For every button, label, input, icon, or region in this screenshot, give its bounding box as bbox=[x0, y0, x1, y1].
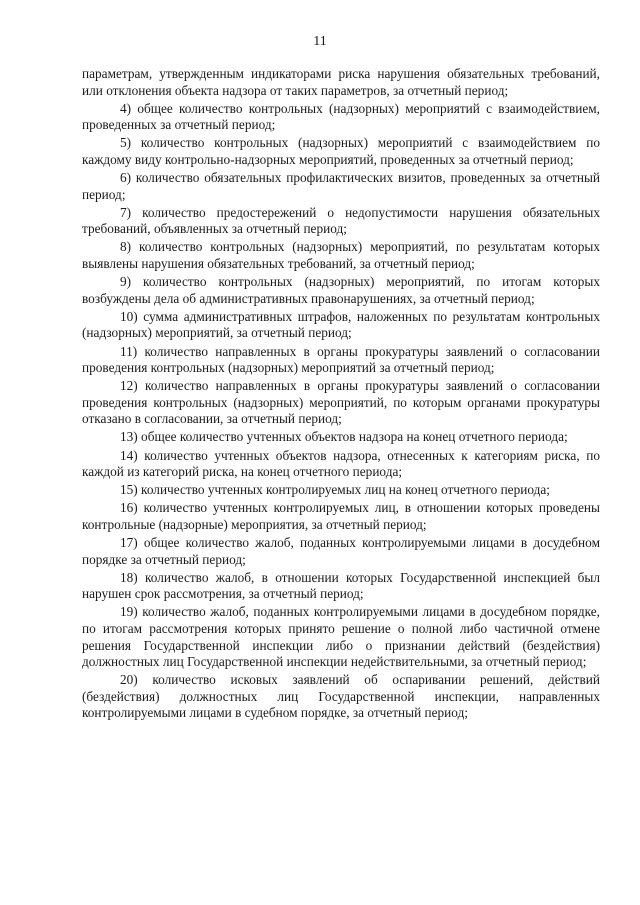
page-number: 11 bbox=[313, 34, 327, 49]
list-item: 5) количество контрольных (надзорных) мероприятий с взаимодействием по каждому виду контрольно-надзорных мероприятий, проведенных за отчетный период; bbox=[82, 135, 600, 167]
list-item: 13) общее количество учтенных объектов надзора на конец отчетного периода; bbox=[120, 429, 568, 445]
list-item: 9) количество контрольных (надзорных) мероприятий, по итогам которых возбуждены дела об административных правонарушениях, за отчетный период; bbox=[82, 274, 600, 306]
list-item: 16) количество учтенных контролируемых лиц, в отношении которых проведены контрольные (надзорные) мероприятия, за отчетный период; bbox=[82, 500, 600, 532]
list-item: 7) количество предостережений о недопустимости нарушения обязательных требований, объявленных за отчетный период; bbox=[82, 204, 600, 237]
document-body bbox=[82, 66, 600, 724]
list-item: 8) количество контрольных (надзорных) мероприятий, по результатам которых выявлены нарушения обязательных требований, за отчетный период; bbox=[82, 239, 600, 272]
list-item: 11) количество направленных в органы прокуратуры заявлений о согласовании проведения контрольных (надзорных) мероприятий за отчетный период; bbox=[82, 343, 600, 376]
paragraph-continuation: параметрам, утвержденным индикаторами риска нарушения обязательных требований, или отклонения объекта надзора от таких параметров, за отчетный период; bbox=[82, 66, 600, 98]
list-item: 14) количество учтенных объектов надзора, отнесенных к категориям риска, по каждой из категорий риска, на конец отчетного периода; bbox=[82, 447, 600, 480]
list-item: 12) количество направленных в органы прокуратуры заявлений о согласовании проведения контрольных (надзорных) мероприятий, по которым органами прокуратуры отказано в согласовании, за отчетный период; bbox=[82, 378, 600, 427]
list-item: 18) количество жалоб, в отношении которых Государственной инспекцией был нарушен срок рассмотрения, за отчетный период; bbox=[82, 569, 600, 602]
list-item: 20) количество исковых заявлений об оспаривании решений, действий (бездействия) должностных лиц Государственной инспекции, направленных контролируемыми лицами в судебном порядке, за отчетный период; bbox=[82, 672, 600, 721]
list-item: 10) сумма административных штрафов, наложенных по результатам контрольных (надзорных) мероприятий, за отчетный период; bbox=[82, 308, 600, 341]
list-item: 19) количество жалоб, поданных контролируемыми лицами в досудебном порядке, по итогам рассмотрения которых принято решение о полной либо частичной отмене решения Государственной инспекции либо о признании действий (бездействия) должностных лиц Государственной инспекции недействительными, за отчетный период; bbox=[82, 604, 600, 670]
list-item: 6) количество обязательных профилактических визитов, проведенных за отчетный период; bbox=[82, 170, 600, 202]
list-item: 15) количество учтенных контролируемых лиц на конец отчетного периода; bbox=[120, 482, 550, 498]
list-item: 4) общее количество контрольных (надзорных) мероприятий с взаимодействием, проведенных за отчетный период; bbox=[82, 100, 600, 133]
list-item: 17) общее количество жалоб, поданных контролируемыми лицами в досудебном порядке за отчетный период; bbox=[82, 535, 600, 567]
